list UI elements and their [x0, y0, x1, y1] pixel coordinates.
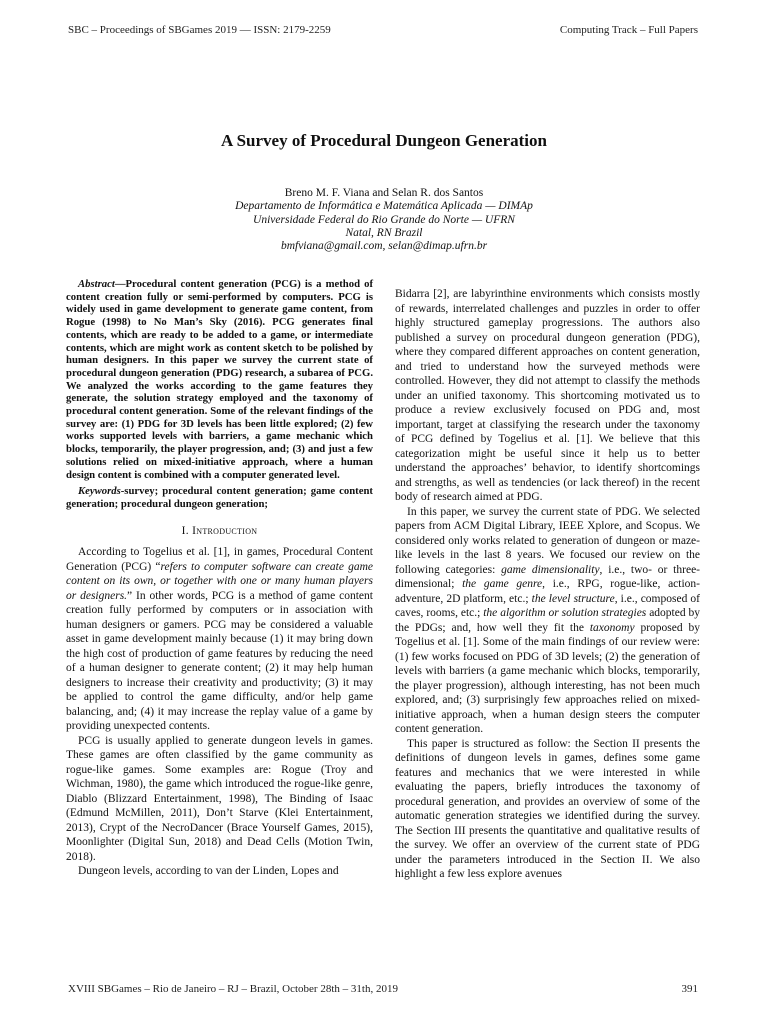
running-header-left: SBC – Proceedings of SBGames 2019 — ISSN: 2179-2259: [68, 24, 331, 36]
intro-p4-text-d: , i.e., composed of caves, rooms, etc.;: [395, 592, 700, 619]
intro-p4-text-c: , i.e., RPG, rogue-like, action-adventure, 2D platform, etc.;: [395, 578, 700, 605]
page-number: 391: [681, 983, 698, 995]
running-header-right: Computing Track – Full Papers: [559, 24, 698, 36]
keywords-text: -survey; procedural content generation; game content generation; procedural dungeon generation;: [66, 485, 373, 510]
left-column: [66, 278, 373, 879]
author-block: [0, 187, 768, 253]
intro-p4-text-b: , i.e., two- or three-dimensional;: [395, 563, 700, 590]
intro-paragraph-4: [395, 505, 700, 737]
section-heading-introduction: [66, 524, 373, 539]
intro-p1-text-b: ” In other words, PCG is a method of game content creation fully performed by computers or in association with human designers or gamers. PCG may be considered a valuable asset in game development mainly because (1) it may bring down the high cost of production of game features by reducing the need of a human designer to generate content; (2) it may help human designers to increase their creativity and productivity; (3) it may be applied to control the game difficulty, and/or help game balancing, and; (4) it may increase the replay value of a game by providing unexpected contents.: [66, 589, 373, 733]
affiliation-location: Natal, RN Brazil: [345, 226, 423, 239]
section-title: Introduction: [192, 524, 258, 537]
intro-p4-em-5: taxonomy: [589, 621, 635, 634]
intro-p4-em-4: the algorithm or solution strategies: [483, 607, 647, 619]
affiliation-university: Universidade Federal do Rio Grande do Norte — UFRN: [253, 213, 515, 226]
author-names: Breno M. F. Viana and Selan R. dos Santos: [284, 187, 484, 199]
keywords-label: Keywords: [78, 485, 121, 498]
abstract-label: Abstract: [78, 278, 115, 290]
right-column: [395, 287, 700, 882]
abstract-text: —Procedural content generation (PCG) is a method of content creation fully or semi-performed by computers. PCG is widely used in game development to generate game content, from Rogue (1998) to No Man’s Sky (2016). PCG generates final contents, which are ready to be added to a game, or intermediate contents, which are might work as content sketch to be polished by human designers. In this paper we survey the current state of procedural dungeon generation (PDG) research, a subarea of PCG. We analyzed the works according to the game features they generate, the solution strategy employed and the taxonomy of procedural content generation. Some of the relevant findings of the survey are: (1) PDG for 3D levels has been little explored; (2) few works supported levels with barriers, a game mechanic which blocks, temporarily, the player progression, and; (3) and just a few solutions relied on mixed-initiative approach, where a human design content is combined with a computer generated level.: [66, 278, 373, 481]
intro-p4-text-a: In this paper, we survey the current state of PDG. We selected papers from ACM Digital Library, IEEE Xplore, and Scopus. We considered only works related to generation of dungeon or maze-like levels in the last 8 years. We focused our review on the following categories:: [395, 505, 700, 576]
intro-paragraph-5: This paper is structured as follow: the Section II presents the definitions of dungeon levels in games, defines some game features and mechanics that we were interested in while evaluating the papers, briefly introduces the taxonomy of procedural generation, and provides an overview of some of the automatic generation strategies we identified during the survey. The Section III presents the quantitative and qualitative results of the survey. We offer an overview of the current state of PDG under the parameters introduced in the Section II. We also highlight a few less explore avenues: [395, 737, 700, 880]
intro-paragraph-3: Dungeon levels, according to van der Linden, Lopes and: [78, 865, 339, 878]
section-number: I.: [181, 524, 189, 537]
intro-paragraph-1: [66, 545, 373, 734]
intro-paragraph-3-continued: Bidarra [2], are labyrinthine environments which consists mostly of rewards, interrelated challenges and puzzles in order to offer highly structured gameplay progressions. The authors also published a survey on procedural dungeon generation (PDG), where they compared different approaches on content generation, and tried to understand how the surveyed methods were controlled. However, they did not attempt to classify the methods under an unified taxonomy. This shortcoming motivated us to produce a review exclusively focused on PDG and, most important, target at classifying the research under the taxonomy of PCG defined by Togelius et al. [1]. We believe that this categorization might be useful since it help us to better understand the approaches’ behavior, to identify shortcomings and strengths, as well as tendencies (or lack thereof) in the recent body of research aimed at PDG.: [395, 288, 700, 503]
intro-p1-text-a: According to Togelius et al. [1], in games, Procedural Content Generation (PCG) “: [66, 546, 373, 573]
abstract: [66, 278, 373, 481]
paper-title: A Survey of Procedural Dungeon Generation: [221, 131, 547, 150]
running-footer-left: XVIII SBGames – Rio de Janeiro – RJ – Brazil, October 28th – 31th, 2019: [68, 983, 398, 995]
intro-p4-em-1: game dimensionality: [501, 563, 600, 576]
intro-p1-quote: refers to computer software can create game content on its own, or together with one or many human players or designers.: [66, 560, 373, 602]
intro-p4-text-f: proposed by Togelius et al. [1]. Some of the main findings of our review were: (1) few works focused on PDG of 3D levels; (2) the generation of levels with barriers (a game mechanic which blocks, temporarily, the player progression), although interesting, has not been much explored, and; (3) surprisingly few approaches relied on mixed-initiative approach, when a human design steers the computer content generation.: [395, 621, 700, 735]
intro-p4-em-3: the level structure: [531, 592, 615, 605]
keywords: [66, 485, 373, 510]
intro-p4-text-e: adopted by the PDGs; and, how well they fit the: [395, 607, 700, 634]
intro-paragraph-2: PCG is usually applied to generate dungeon levels in games. These games are often classified by the game community as rogue-like games. Some examples are: Rogue (Troy and Wichman, 1980), the game which introduced the rogue-like genre, Diablo (Blizzard Entertainment, 1998), The Binding of Isaac (Edmund McMillen, 2011), Don’t Starve (Klei Entertainment, 2013), Crypt of the NecroDancer (Brace Yourself Games, 2015), Moonlighter (Digital Sun, 2018) and Dead Cells (Motion Twin, 2018).: [66, 734, 373, 863]
affiliation-department: Departamento de Informática e Matemática Aplicada — DIMAp: [235, 200, 533, 213]
intro-p4-em-2: the game genre: [462, 578, 543, 590]
author-emails: bmfviana@gmail.com, selan@dimap.ufrn.br: [280, 240, 488, 253]
